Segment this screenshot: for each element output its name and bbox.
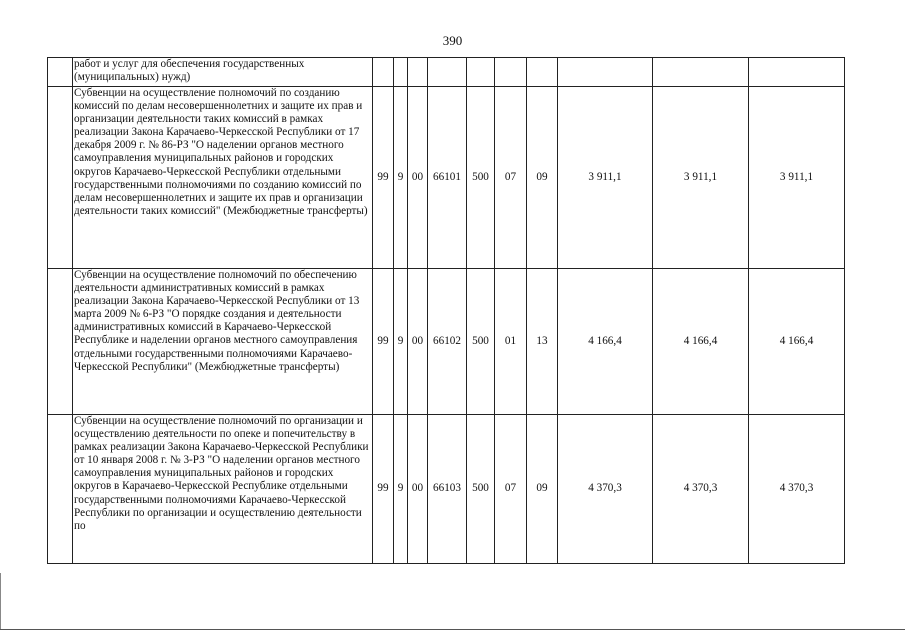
amount-cell: 4 166,4: [558, 269, 653, 415]
table-row: [48, 58, 845, 87]
description-cell: Субвенции на осуществление полномочий по организации и осуществлению деятельности по опеке и попечительству в рамках реализации Закона Карачаево-Черкесской Республики от 10 января 2008 г. № 3-РЗ "О наделении органов местного самоуправления муниципальных районов и городских округов в Карачаево-Черкесской Республике отдельными государственными полномочиями Карачаево-Черкесской Республики по организации и осуществлению деятельности по: [73, 415, 373, 564]
code-cell: 9: [394, 269, 408, 415]
amount-cell: 3 911,1: [558, 87, 653, 269]
code-cell: 00: [408, 87, 428, 269]
code-cell: 66102: [428, 269, 467, 415]
amount-cell: [653, 58, 749, 87]
code-cell: [495, 58, 527, 87]
page-bottom-edge: [0, 629, 905, 630]
amount-cell: 3 911,1: [653, 87, 749, 269]
table-row: [48, 415, 845, 564]
code-cell: 9: [394, 87, 408, 269]
description-cell: Субвенции на осуществление полномочий по созданию комиссий по делам несовершеннолетних и защите их прав и организации деятельности таких комиссий в рамках реализации Закона Карачаево-Черкесской Республики от 17 декабря 2009 г. № 86-РЗ "О наделении органов местного самоуправления муниципальных районов и городских округов Карачаево-Черкесской Республики отдельными государственными полномочиями по созданию комиссий по делам несовершеннолетних и защите их прав и организации деятельности таких комиссий" (Межбюджетные трансферты): [73, 87, 373, 269]
code-cell: [373, 58, 394, 87]
code-cell: 99: [373, 415, 394, 564]
index-cell: [48, 58, 73, 87]
code-cell: 9: [394, 415, 408, 564]
amount-cell: [558, 58, 653, 87]
index-cell: [48, 87, 73, 269]
code-cell: 66101: [428, 87, 467, 269]
index-cell: [48, 415, 73, 564]
code-cell: 13: [527, 269, 558, 415]
amount-cell: 4 166,4: [749, 269, 845, 415]
scan-edge-line: [0, 573, 1, 629]
amount-cell: [749, 58, 845, 87]
code-cell: 500: [467, 87, 495, 269]
code-cell: 00: [408, 269, 428, 415]
code-cell: 07: [495, 87, 527, 269]
budget-table: [47, 57, 845, 564]
code-cell: [428, 58, 467, 87]
code-cell: 09: [527, 87, 558, 269]
description-cell: Субвенции на осуществление полномочий по обеспечению деятельности административных комиссий в рамках реализации Закона Карачаево-Черкесской Республики от 13 марта 2009 № 6-РЗ "О порядке создания и деятельности административных комиссий в Карачаево-Черкесской Республике и наделении органов местного самоуправления отдельными государственными полномочиями Карачаево-Черкесской Республики" (Межбюджетные трансферты): [73, 269, 373, 415]
amount-cell: 4 370,3: [558, 415, 653, 564]
code-cell: 09: [527, 415, 558, 564]
amount-cell: 4 370,3: [653, 415, 749, 564]
code-cell: 99: [373, 269, 394, 415]
code-cell: 66103: [428, 415, 467, 564]
code-cell: [527, 58, 558, 87]
description-cell: работ и услуг для обеспечения государственных (муниципальных) нужд): [73, 58, 373, 87]
page-number: 390: [442, 33, 463, 48]
index-cell: [48, 269, 73, 415]
code-cell: 01: [495, 269, 527, 415]
amount-cell: 4 166,4: [653, 269, 749, 415]
table-row: [48, 269, 845, 415]
code-cell: [467, 58, 495, 87]
code-cell: 99: [373, 87, 394, 269]
table-row: [48, 87, 845, 269]
code-cell: [394, 58, 408, 87]
code-cell: 500: [467, 415, 495, 564]
amount-cell: 3 911,1: [749, 87, 845, 269]
amount-cell: 4 370,3: [749, 415, 845, 564]
code-cell: 00: [408, 415, 428, 564]
code-cell: [408, 58, 428, 87]
code-cell: 500: [467, 269, 495, 415]
code-cell: 07: [495, 415, 527, 564]
